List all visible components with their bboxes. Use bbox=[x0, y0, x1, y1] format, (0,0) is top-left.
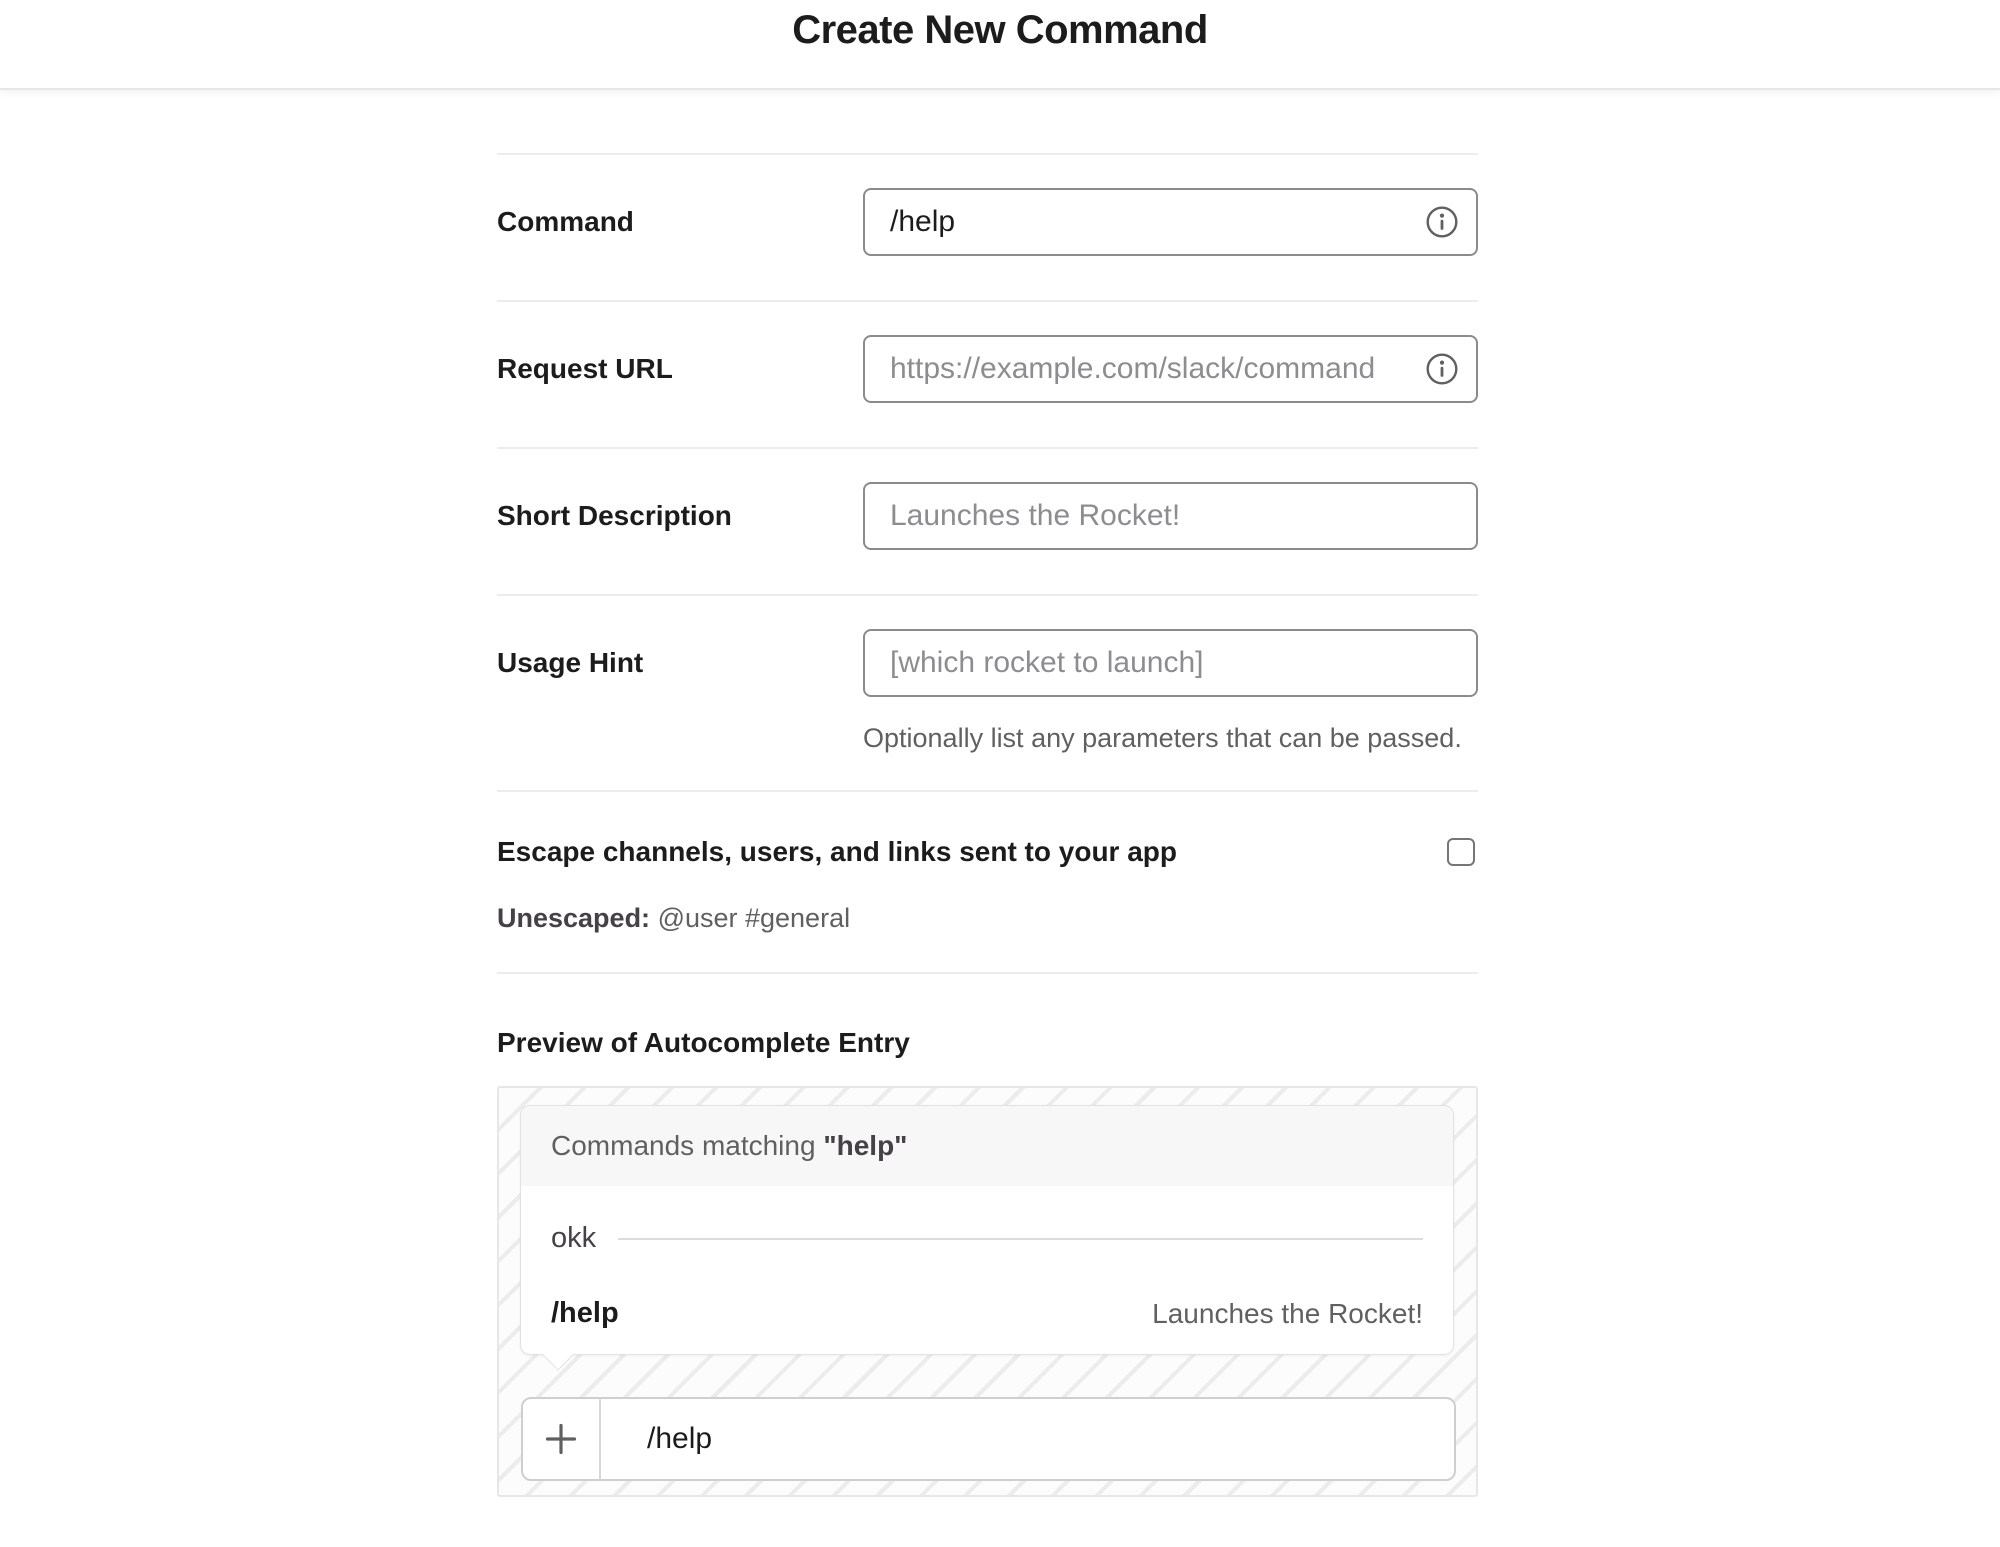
command-label: Command bbox=[497, 206, 634, 237]
autocomplete-command: /help bbox=[551, 1297, 619, 1329]
preview-heading: Preview of Autocomplete Entry bbox=[497, 1027, 910, 1058]
app-group-label: okk bbox=[551, 1222, 597, 1254]
plus-button bbox=[523, 1399, 601, 1479]
usage-hint-label: Usage Hint bbox=[497, 647, 644, 678]
form-row-request-url bbox=[497, 300, 1478, 447]
info-circle-icon[interactable] bbox=[1425, 352, 1459, 386]
escape-label: Escape channels, users, and links sent to your app bbox=[497, 836, 1177, 867]
request-url-label: Request URL bbox=[497, 353, 673, 384]
create-command-form bbox=[497, 90, 1478, 1497]
matching-term: "help" bbox=[823, 1130, 908, 1161]
command-input[interactable] bbox=[863, 188, 1478, 256]
unescaped-example-label: Unescaped: bbox=[497, 903, 651, 933]
plus-icon bbox=[540, 1418, 582, 1460]
autocomplete-preview-section bbox=[497, 972, 1478, 1497]
form-row-short-description bbox=[497, 447, 1478, 594]
usage-hint-help-text: Optionally list any parameters that can be passed. bbox=[863, 723, 1462, 753]
autocomplete-preview-box bbox=[497, 1086, 1478, 1497]
form-row-command bbox=[497, 153, 1478, 300]
commands-matching-text: Commands matching bbox=[551, 1130, 824, 1161]
dialog-header bbox=[0, 0, 2000, 90]
group-divider-line bbox=[618, 1238, 1423, 1240]
form-row-usage-hint bbox=[497, 594, 1478, 790]
unescaped-example-value: @user #general bbox=[650, 903, 851, 933]
message-input-preview bbox=[521, 1397, 1456, 1481]
request-url-input[interactable] bbox=[863, 335, 1478, 403]
info-circle-icon[interactable] bbox=[1425, 205, 1459, 239]
autocomplete-bubble bbox=[520, 1105, 1454, 1355]
autocomplete-description: Launches the Rocket! bbox=[1152, 1297, 1423, 1329]
escape-section bbox=[497, 790, 1478, 972]
short-description-label: Short Description bbox=[497, 500, 732, 531]
autocomplete-entry-row bbox=[551, 1297, 1423, 1330]
page-title: Create New Command bbox=[792, 8, 1208, 52]
usage-hint-input[interactable] bbox=[863, 629, 1478, 697]
escape-checkbox[interactable] bbox=[1447, 838, 1475, 866]
autocomplete-bubble-header bbox=[521, 1106, 1453, 1186]
short-description-input[interactable] bbox=[863, 482, 1478, 550]
message-input-text: /help bbox=[647, 1422, 713, 1455]
unescaped-example bbox=[497, 903, 1478, 934]
app-group-row bbox=[551, 1222, 1423, 1255]
